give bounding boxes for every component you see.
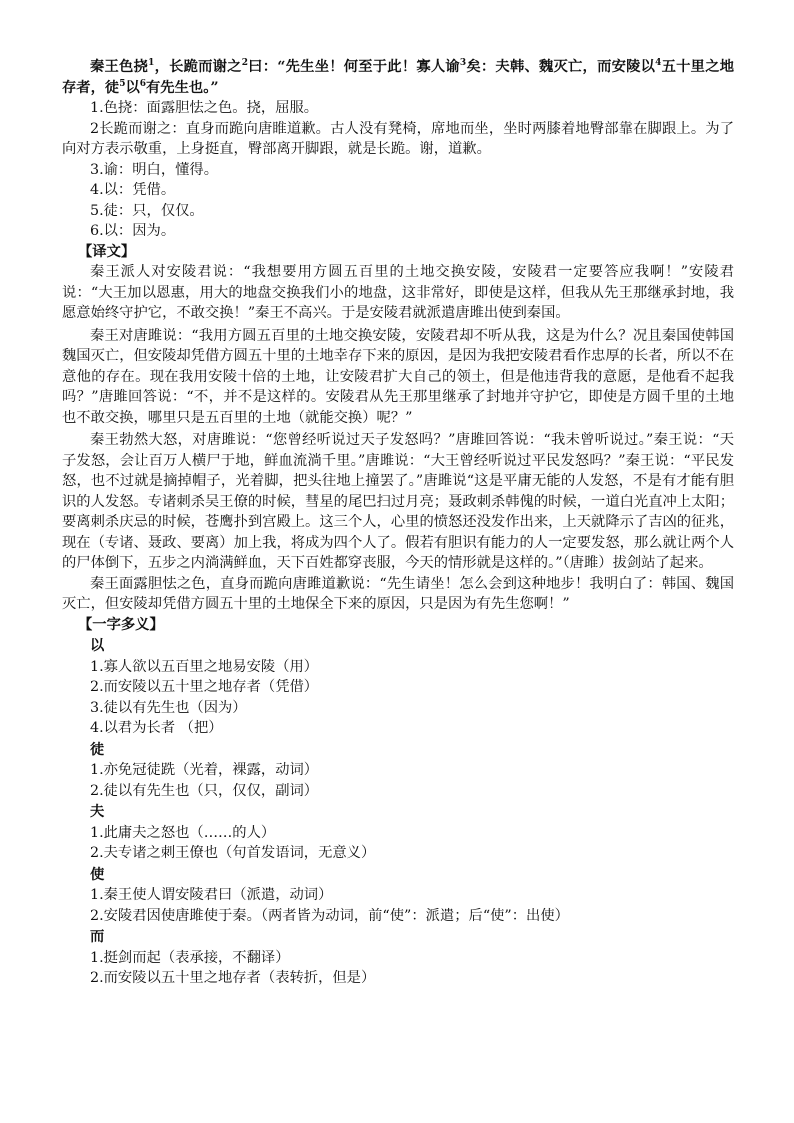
polysemy-example: 1.寡人欲以五百里之地易安陵（用）	[90, 658, 319, 675]
polysemy-word: 使	[90, 866, 105, 883]
original-text-paragraph	[62, 57, 734, 98]
polysemy-heading: 【一字多义】	[78, 616, 164, 633]
polysemy-example: 2.安陵君因使唐雎使于秦。（两者皆为动词，前“使”：派遣；后“使”：出使）	[90, 907, 569, 924]
translation-paragraph: 秦王对唐雎说：“我用方圆五百里的土地交换安陵，安陵君却不听从我，这是为什么？况且秦国使韩国魏国灭亡，但安陵却凭借方圆五十里的土地幸存下来的原因，是因为我把安陵君看作忠厚的长者，所以不在意他的存在。现在我用安陵十倍的土地，让安陵君扩大自己的领土，但是他违背我的意愿，是他看不起我吗？”唐雎回答说：“不，并不是这样的。安陵君从先王那里继承了封地并守护它，即使是方圆千里的土地也不敢交换，哪里只是五百里的土地（就能交换）呢？”	[62, 327, 734, 426]
polysemy-example: 1.亦免冠徒跣（光着，裸露，动词）	[90, 762, 319, 778]
footnote-marker: 2	[241, 58, 248, 69]
original-text-segment: 矣：夫韩、魏灭亡，而安陵以	[466, 59, 656, 75]
polysemy-example: 2.而安陵以五十里之地存者（凭借）	[90, 679, 319, 695]
translation-paragraph: 秦王勃然大怒，对唐雎说：“您曾经听说过天子发怒吗？”唐雎回答说：“我未曾听说过。”秦王说：“天子发怒，会让百万人横尸于地，鲜血流淌千里。”唐雎说：“大王曾经听说过平民发怒吗？”秦王说：“平民发怒，也不过就是摘掉帽子，光着脚，把头往地上撞罢了。”唐雎说“这是平庸无能的人发怒，不是有才能有胆识的人发怒。专诸刺杀吴王僚的时候，彗星的尾巴扫过月亮；聂政刺杀韩傀的时候，一道白光直冲上太阳；要离刺杀庆忌的时候，苍鹰扑到宫殿上。这三个人，心里的愤怒还没发作出来，上天就降示了吉凶的征兆，现在（专诸、聂政、要离）加上我，将成为四个人了。假若有胆识有能力的人一定要发怒，那么就让两个人的尸体倒下，五步之内淌满鲜血，天下百姓都穿丧服，今天的情形就是这样的。”（唐雎）拔剑站了起来。	[62, 432, 734, 571]
polysemy-example: 4.以君为长者 （把）	[90, 720, 223, 736]
polysemy-example: 1.此庸夫之怒也（……的人）	[90, 824, 276, 841]
note-line: 6.以：因为。	[90, 223, 176, 239]
footnote-marker: 3	[459, 58, 467, 69]
footnote-marker: 1	[148, 58, 155, 69]
polysemy-word: 以	[90, 638, 105, 654]
polysemy-example: 1.秦王使人谓安陵君曰（派遣，动词）	[90, 887, 333, 903]
original-text-segment: 秦王色挠	[90, 59, 149, 75]
polysemy-word: 而	[90, 929, 105, 945]
original-text-segment: 以	[125, 79, 140, 96]
polysemy-example: 2.夫专诸之刺王僚也（句首发语词，无意义）	[90, 845, 376, 861]
polysemy-example: 1.挺剑而起（表承接，不翻译）	[90, 949, 290, 966]
footnote-marker: 6	[139, 78, 147, 89]
original-text-segment: 五十里之地存者，徒	[62, 59, 735, 96]
translation-paragraph: 秦王面露胆怯之色，直身而跪向唐雎道歉说：“先生请坐！怎么会到这种地步！我明白了：韩国、魏国灭亡，但安陵却凭借方圆五十里的土地保全下来的原因，只是因为有先生您啊！”	[62, 575, 734, 612]
note-line: 3.谕：明白，懂得。	[90, 161, 219, 178]
original-text-segment: 曰：“先生坐！何至于此！寡人谕	[247, 59, 460, 75]
polysemy-example: 3.徒以有先生也（因为）	[90, 699, 247, 716]
polysemy-word: 夫	[90, 804, 105, 820]
note-line: 1.色挠：面露胆怯之色。挠，屈服。	[90, 100, 319, 116]
polysemy-word: 徒	[90, 741, 105, 758]
document-content	[62, 57, 734, 989]
note-line: 4.以：凭借。	[90, 182, 176, 198]
polysemy-example: 2.而安陵以五十里之地存者（表转折，但是）	[90, 970, 376, 986]
note-line: 5.徒：只，仅仅。	[90, 202, 204, 219]
original-text-segment: ，长跪而谢之	[154, 59, 242, 75]
polysemy-example: 2.徒以有先生也（只，仅仅，副词）	[90, 782, 319, 799]
footnote-marker: 5	[119, 78, 126, 89]
footnote-marker: 4	[655, 58, 662, 69]
note-line: 2长跪而谢之：直身而跪向唐睢道歉。古人没有凳椅，席地而坐，坐时两膝着地臀部靠在脚跟上。为了向对方表示敬重，上身挺直，臀部离开脚跟，就是长跪。谢，道歉。	[62, 120, 734, 157]
original-text-segment: 有先生也。”	[146, 79, 219, 96]
translation-paragraph: 秦王派人对安陵君说：“我想要用方圆五百里的土地交换安陵，安陵君一定要答应我啊！”安陵君说：“大王加以恩惠，用大的地盘交换我们小的地盘，这非常好，即使是这样，但我从先王那继承封地，我愿意始终守护它，不敢交换！”秦王不高兴。于是安陵君就派遣唐雎出使到秦国。	[62, 264, 734, 321]
translation-heading: 【译文】	[78, 243, 136, 260]
